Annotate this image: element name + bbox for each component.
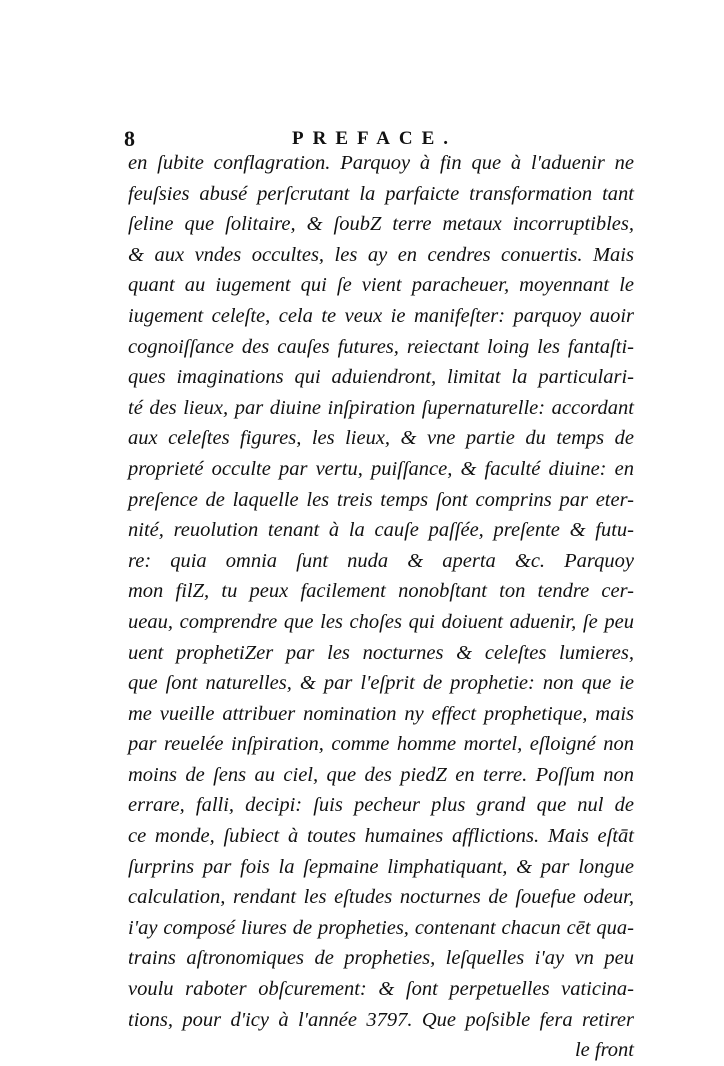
text-line: ueau, comprendre que les choſes qui doiuent aduenir, ſe peu <box>128 610 634 633</box>
text-line: uent prophetiZer par les nocturnes & celeſtes lumieres, <box>128 641 634 664</box>
text-line: & aux vndes occultes, les ay en cendres conuertis. Mais <box>128 243 634 266</box>
text-line: i'ay composé liures de propheties, contenant chacun cēt qua- <box>128 916 634 939</box>
text-line: errare, falli, decipi: ſuis pecheur plus grand que nul de <box>128 794 634 817</box>
text-line: preſence de laquelle les treis temps ſont comprins par eter- <box>128 488 634 511</box>
text-line: té des lieux, par diuine inſpiration ſupernaturelle: accordant <box>128 396 634 419</box>
text-line: feuſsies abusé perſcrutant la parfaicte transformation tant <box>128 182 634 205</box>
text-line: iugement celeſte, cela te veux ie manifeſter: parquoy auoir <box>128 304 634 327</box>
text-line: calculation, rendant les eſtudes nocturnes de ſouefue odeur, <box>128 886 634 909</box>
running-title: PREFACE. <box>292 128 458 149</box>
text-line: mon filZ, tu peux facilement nonobſtant ton tendre cer- <box>128 580 634 603</box>
text-line: proprieté occulte par vertu, puiſſance, & faculté diuine: en <box>128 457 634 480</box>
text-line: que ſont naturelles, & par l'eſprit de prophetie: non que ie <box>128 672 634 695</box>
text-line: quant au iugement qui ſe vient paracheuer, moyennant le <box>128 274 634 297</box>
text-line: cognoiſſance des cauſes futures, reiectant loing les fantaſti- <box>128 335 634 358</box>
text-line: moins de ſens au ciel, que des piedZ en terre. Poſſum non <box>128 763 634 786</box>
text-line: voulu raboter obſcurement: & ſont perpetuelles vaticina- <box>128 978 634 1001</box>
text-line: par reuelée inſpiration, comme homme mortel, eſloigné non <box>128 733 634 756</box>
text-line: nité, reuolution tenant à la cauſe paſſée, preſente & futu- <box>128 519 634 542</box>
text-line: en ſubite conflagration. Parquoy à fin que à l'aduenir ne <box>128 152 634 174</box>
page-number: 8 <box>124 126 135 151</box>
text-line: ſurprins par fois la ſepmaine limphatiquant, & par longue <box>128 855 634 878</box>
catchword: le front <box>574 1039 634 1062</box>
body-text <box>128 148 634 1066</box>
text-line: re: quia omnia ſunt nuda & aperta &c. Parquoy <box>128 549 634 572</box>
text-line: ſeline que ſolitaire, & ſoubZ terre metaux incorruptibles, <box>128 213 634 236</box>
text-line: trains aſtronomiques de propheties, leſquelles i'ay vn peu <box>128 947 634 970</box>
text-line: ques imaginations qui aduiendront, limitat la particulari- <box>128 366 634 389</box>
text-line: ce monde, ſubiect à toutes humaines afflictions. Mais eſtāt <box>128 825 634 848</box>
text-line: aux celeſtes figures, les lieux, & vne partie du temps de <box>128 427 634 450</box>
text-line: me vueille attribuer nomination ny effect prophetique, mais <box>128 702 634 725</box>
text-line: tions, pour d'icy à l'année 3797. Que poſsible fera retirer <box>128 1008 634 1031</box>
